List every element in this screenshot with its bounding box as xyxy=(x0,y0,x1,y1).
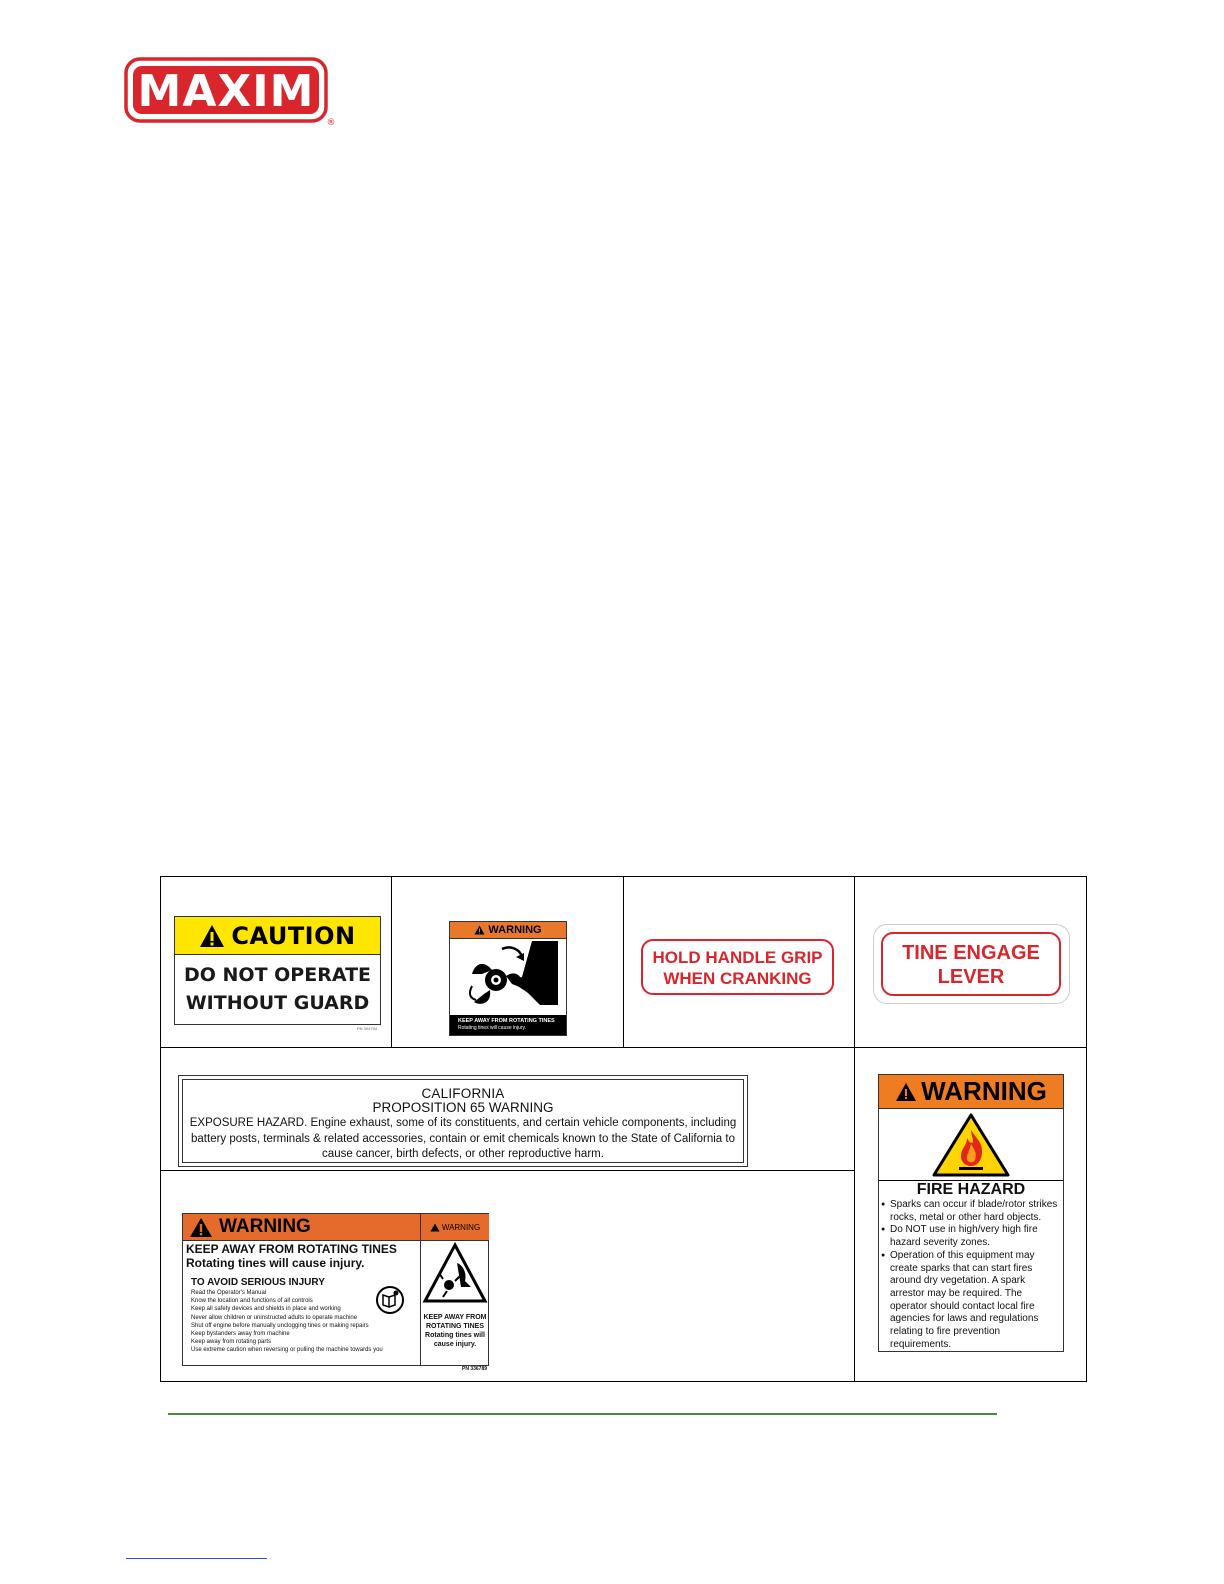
warning-header: WARNING xyxy=(488,924,542,936)
warning-caption: Rotating tines will cause injury. xyxy=(458,1025,526,1031)
rotating-tines-pictogram-icon xyxy=(421,1241,489,1305)
caution-header: CAUTION xyxy=(231,921,356,950)
fire-hazard-title: FIRE HAZARD xyxy=(916,1181,1026,1198)
table-divider xyxy=(391,876,392,1048)
decal-line: LEVER xyxy=(937,966,1005,988)
list-item: Use extreme caution when reversing or pulling the machine towards you xyxy=(191,1347,383,1354)
table-divider xyxy=(160,1170,855,1171)
warning-header: WARNING xyxy=(921,1076,1047,1106)
list-item: Keep away from rotating parts xyxy=(191,1339,272,1346)
warning-triangle-icon xyxy=(895,1082,917,1102)
warning-triangle-icon xyxy=(189,1217,213,1238)
list-item: Shut off engine before manually unclogging tines or making repairs xyxy=(191,1322,369,1329)
list-item: Know the location and functions of all controls xyxy=(191,1298,313,1305)
warning-subline: Rotating tines will cause injury. xyxy=(186,1256,365,1270)
svg-text:MAXIM: MAXIM xyxy=(137,66,315,117)
side-warning-text: KEEP AWAY FROM ROTATING TINES Rotating tines will cause injury. xyxy=(423,1314,487,1348)
fire-hazard-decal xyxy=(878,1074,1064,1352)
warning-caption: KEEP AWAY FROM ROTATING TINES xyxy=(458,1018,555,1024)
list-item: Keep bystanders away from machine xyxy=(191,1331,290,1338)
footnote-rule xyxy=(126,1558,267,1559)
table-divider xyxy=(623,876,624,1048)
prop65-title: CALIFORNIA xyxy=(421,1086,505,1101)
list-item: ● Sparks can occur if blade/rotor strikes rocks, metal or other hard objects. xyxy=(881,1199,1061,1224)
warning-triangle-icon xyxy=(199,924,225,948)
prop65-subtitle: PROPOSITION 65 WARNING xyxy=(372,1100,554,1115)
list-item: ● Operation of this equipment may create sparks that can start fires around dry vegetation. A spark arrestor may be required. The operator should contact local fire agencies for laws and regulations relating to fire prevention requirements. xyxy=(881,1250,1061,1352)
list-item: Read the Operator's Manual xyxy=(191,1290,267,1296)
decal-line: WHEN CRANKING xyxy=(663,969,812,988)
footer-divider xyxy=(168,1413,997,1415)
fire-hazard-list xyxy=(879,1199,1063,1351)
hold-handle-decal xyxy=(641,939,834,995)
warning-header: WARNING xyxy=(441,1222,481,1232)
decal-line: HOLD HANDLE GRIP xyxy=(652,948,823,967)
list-item: Keep all safety devices and shields in place and working xyxy=(191,1306,341,1313)
warning-triangle-icon xyxy=(474,925,485,935)
prop65-warning-decal xyxy=(178,1075,748,1167)
prop65-body: EXPOSURE HAZARD. Engine exhaust, some of its constituents, and certain vehicle components, including battery posts, terminals & related accessories, contain or emit chemicals known to the State of California to cause cancer, birth defects, or other reproductive harm. xyxy=(189,1117,737,1160)
list-item: Never allow children or uninstructed adults to operate machine xyxy=(191,1314,358,1321)
list-item: ● Do NOT use in high/very high fire hazard severity zones. xyxy=(881,1224,1061,1249)
tine-engage-decal xyxy=(881,932,1061,996)
maxim-logo xyxy=(124,57,336,127)
warning-triangle-icon xyxy=(430,1223,440,1232)
warning-headline: KEEP AWAY FROM ROTATING TINES xyxy=(186,1242,397,1256)
rotating-tines-pictogram-icon xyxy=(450,939,568,1015)
caution-line: WITHOUT GUARD xyxy=(185,992,370,1014)
warning-rotating-tines-decal xyxy=(182,1213,489,1366)
warning-header: WARNING xyxy=(219,1216,311,1237)
flame-icon xyxy=(931,1112,1011,1178)
table-divider xyxy=(160,1047,1087,1048)
caution-decal xyxy=(174,916,381,1025)
decal-line: TINE ENGAGE xyxy=(902,942,1040,964)
svg-text:®: ® xyxy=(326,118,336,127)
avoid-injury-title: TO AVOID SERIOUS INJURY xyxy=(191,1277,325,1288)
part-number: PN 304754 xyxy=(357,1026,378,1031)
part-number: PN 336789 xyxy=(462,1366,488,1372)
warning-tines-decal xyxy=(449,921,567,1036)
table-divider xyxy=(854,876,855,1382)
read-manual-icon xyxy=(375,1285,405,1315)
caution-line: DO NOT OPERATE xyxy=(183,964,372,986)
